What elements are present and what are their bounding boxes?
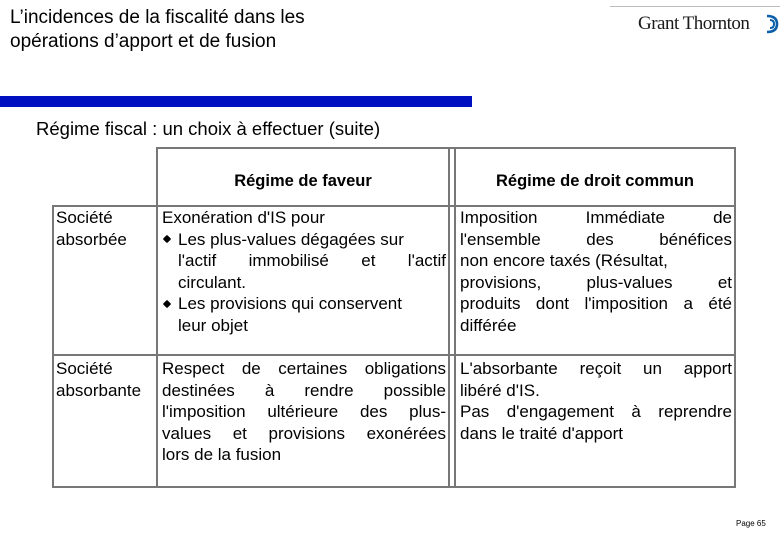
cell-text-line: l'ensemble des bénéfices: [460, 229, 732, 249]
cell-text-line: l'imposition ultérieure des plus-: [162, 402, 446, 421]
regime-comparison-table: [52, 147, 736, 488]
title-line-2: opérations d’apport et de fusion: [10, 31, 277, 52]
cell-text-line: non encore taxés (Résultat,: [460, 251, 668, 270]
cell-text-line: L'absorbante reçoit un apport: [460, 359, 732, 378]
cell-text-line: Exonération d'IS pour: [162, 208, 325, 227]
table-top-rule: [156, 147, 736, 149]
row-label-societe-absorbante: [56, 358, 156, 401]
cell-text-line: provisions, plus-values et: [460, 272, 732, 292]
cell-text-line: Respect de certaines obligations: [162, 359, 446, 378]
bullet-item: [162, 293, 446, 315]
cell-absorbante-droit-commun: [460, 358, 732, 444]
slide-title: [10, 6, 305, 54]
cell-text-line: lors de la fusion: [162, 445, 282, 464]
page-number: Page 65: [736, 519, 766, 528]
table-right-rule: [734, 147, 736, 488]
cell-absorbante-faveur: [162, 358, 446, 466]
cell-text-line: Imposition Immédiate de: [460, 208, 732, 227]
grant-thornton-mark-icon: [764, 14, 780, 34]
row-divider: [52, 354, 736, 356]
row-label-line: absorbée: [56, 229, 127, 249]
table-left-rule: [52, 205, 54, 488]
bullet-item: [162, 229, 446, 251]
cell-text-line: l'actif immobilisé et l'actif: [178, 251, 446, 270]
cell-text-line: différée: [460, 315, 517, 335]
cell-text-line: circulant.: [178, 272, 247, 292]
middle-rule-b: [454, 147, 456, 488]
cell-text-line: Les plus-values dégagées sur: [178, 229, 404, 249]
cell-text-line: libéré d'IS.: [460, 380, 540, 400]
cell-text-line: destinées à rendre possible: [162, 380, 446, 400]
row-label-line: Société: [56, 208, 113, 227]
title-line-1: L’incidences de la fiscalité dans les: [10, 7, 305, 28]
row-label-line: absorbante: [56, 380, 142, 400]
bullet-diamond-icon: [163, 235, 171, 243]
logo-rule: [610, 6, 780, 7]
label-column-rule: [156, 147, 158, 488]
cell-absorbee-faveur: [162, 207, 446, 336]
middle-rule-a: [448, 147, 450, 488]
bullet-diamond-icon: [163, 299, 171, 307]
cell-absorbee-droit-commun: [460, 207, 732, 336]
cell-text-line: Pas d'engagement à reprendre: [460, 402, 732, 421]
cell-text-line: Les provisions qui conservent: [178, 294, 402, 313]
company-logo: Grant Thornton: [638, 13, 750, 34]
cell-text-line: values et provisions exonérées: [162, 423, 446, 443]
row-label-societe-absorbee: [56, 207, 154, 250]
title-accent-bar: [0, 96, 472, 107]
header-regime-droit-commun: Régime de droit commun: [495, 172, 695, 190]
table-bottom-rule: [52, 486, 736, 488]
header-regime-faveur: Régime de faveur: [234, 172, 372, 190]
cell-text-line: leur objet: [178, 315, 248, 335]
row-label-line: Société: [56, 359, 113, 378]
slide-subtitle: Régime fiscal : un choix à effectuer (suite): [36, 118, 381, 139]
cell-text-line: dans le traité d'apport: [460, 423, 623, 443]
cell-text-line: produits dont l'imposition a été: [460, 294, 732, 313]
